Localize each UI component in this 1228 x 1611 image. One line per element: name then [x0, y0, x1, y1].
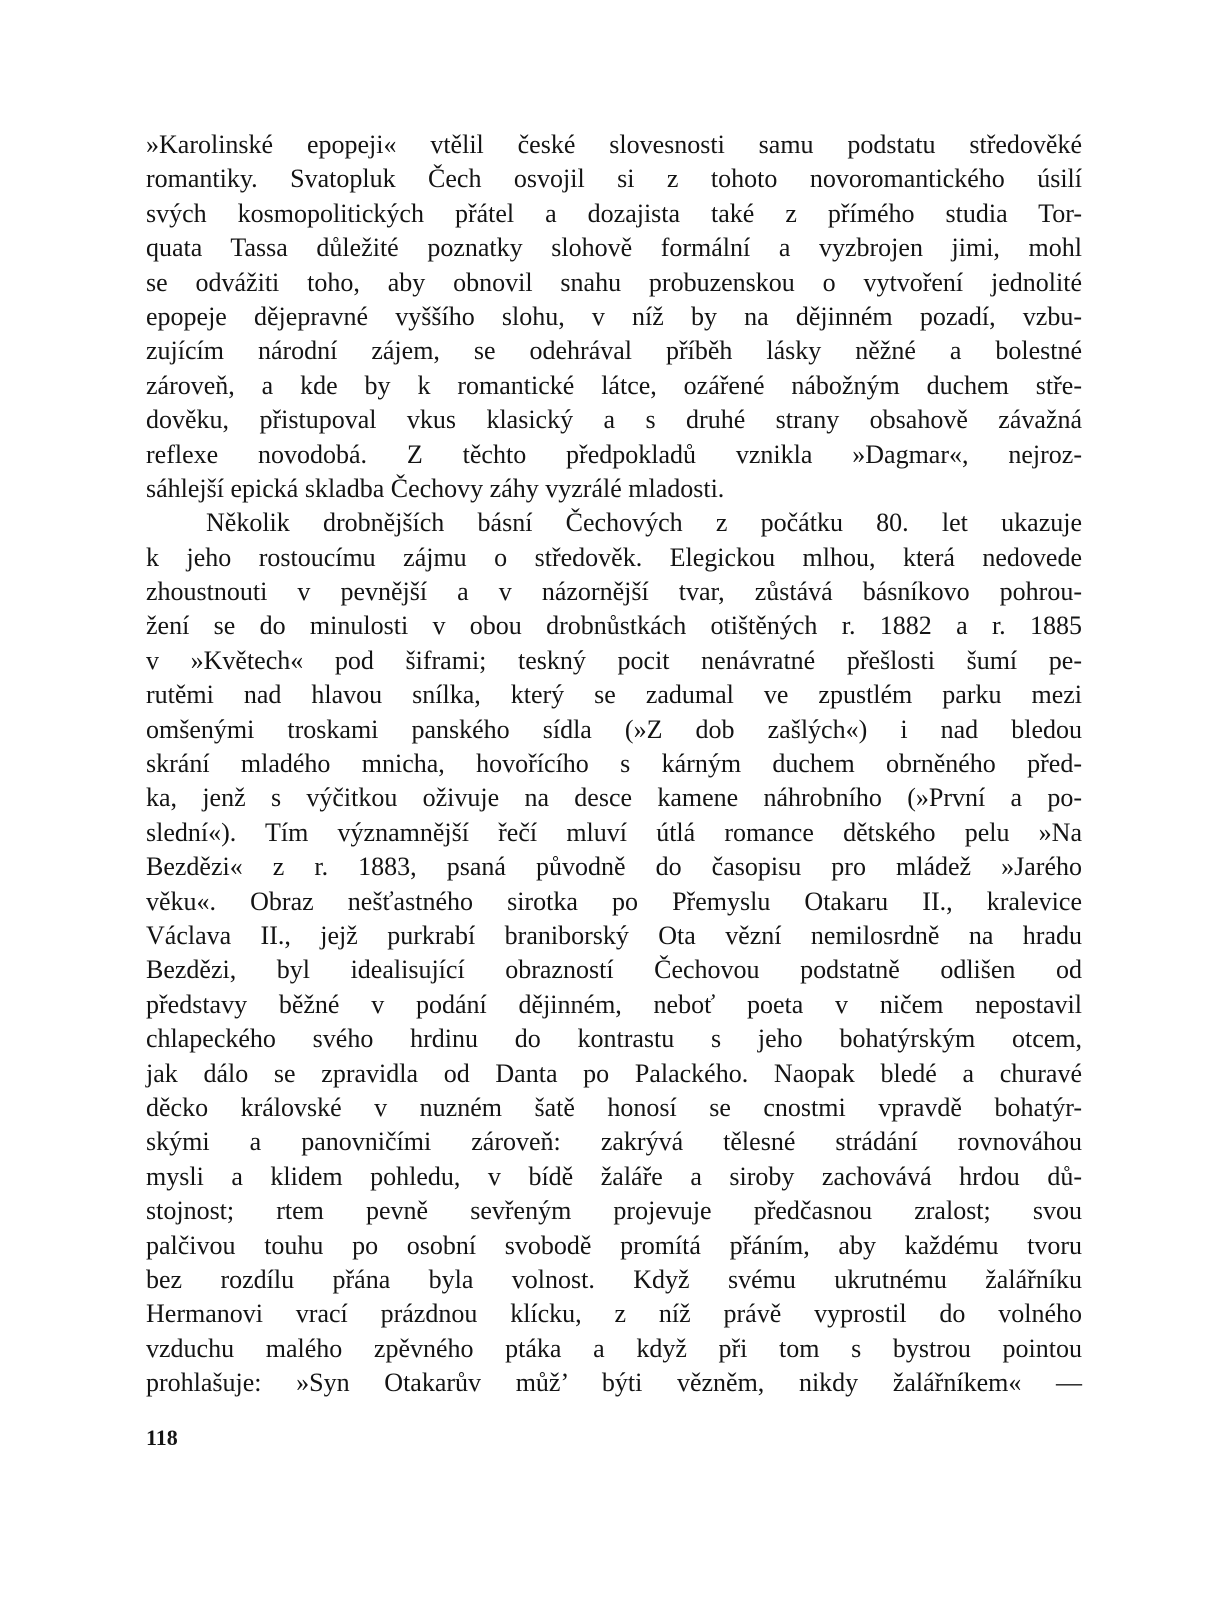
text-line: sáhlejší epická skladba Čechovy záhy vyzrálé mladosti. [146, 473, 725, 503]
text-line: Bezdězi« z r. 1883, psaná původně do časopisu pro mládež »Jarého [146, 852, 1082, 882]
text-line: palčivou touhu po osobní svobodě promítá přáním, aby každému tvoru [146, 1230, 1082, 1260]
text-line: zároveň, a kde by k romantické látce, ozářené nábožným duchem stře- [146, 370, 1082, 400]
text-line: věku«. Obraz nešťastného sirotka po Přemyslu Otakaru II., kralevice [146, 886, 1082, 916]
text-line: v »Květech« pod šiframi; teskný pocit nenávratné přešlosti šumí pe- [146, 645, 1082, 675]
text-line: představy běžné v podání dějinném, neboť poeta v ničem nepostavil [146, 989, 1082, 1019]
text-line: děcko královské v nuzném šatě honosí se cnostmi vpravdě bohatýr- [146, 1092, 1082, 1122]
text-line: žení se do minulosti v obou drobnůstkách otištěných r. 1882 a r. 1885 [146, 611, 1082, 641]
text-line: skými a panovničími zároveň: zakrývá tělesné strádání rovnováhou [146, 1127, 1082, 1157]
text-line: Několik drobnějších básní Čechových z počátku 80. let ukazuje [206, 508, 1082, 538]
text-line: ka, jenž s výčitkou oživuje na desce kamene náhrobního (»První a po- [146, 783, 1082, 813]
text-line: epopeje dějepravné vyššího slohu, v níž by na dějinném pozadí, vzbu- [146, 301, 1082, 331]
text-line: Václava II., jejž purkrabí braniborský Ota vězní nemilosrdně na hradu [146, 920, 1082, 950]
text-line: bez rozdílu přána byla volnost. Když svému ukrutnému žalářníku [146, 1264, 1082, 1294]
text-line: dověku, přistupoval vkus klasický a s druhé strany obsahově závažná [146, 405, 1082, 435]
page-body [146, 128, 1082, 1400]
text-line: mysli a klidem pohledu, v bídě žaláře a siroby zachovává hrdou dů- [146, 1161, 1082, 1191]
text-line: omšenými troskami panského sídla (»Z dob zašlých«) i nad bledou [146, 714, 1082, 744]
text-line: jak dálo se zpravidla od Danta po Palackého. Naopak bledé a churavé [146, 1058, 1082, 1088]
text-line: reflexe novodobá. Z těchto předpokladů vznikla »Dagmar«, nejroz- [146, 439, 1082, 469]
text-line: Hermanovi vrací prázdnou klícku, z níž právě vyprostil do volného [146, 1299, 1082, 1329]
text-line: quata Tassa důležité poznatky slohově formální a vyzbrojen jimi, mohl [146, 233, 1082, 263]
text-line: romantiky. Svatopluk Čech osvojil si z tohoto novoromantického úsilí [146, 164, 1082, 194]
text-line: chlapeckého svého hrdinu do kontrastu s jeho bohatýrským otcem, [146, 1024, 1082, 1054]
text-line: svých kosmopolitických přátel a dozajista také z přímého studia Tor- [146, 198, 1082, 228]
text-line: Bezdězi, byl idealisující obrazností Čechovou podstatně odlišen od [146, 955, 1082, 985]
text-line: slední«). Tím významnější řečí mluví útlá romance dětského pelu »Na [146, 817, 1082, 847]
text-line: rutěmi nad hlavou snílka, který se zadumal ve zpustlém parku mezi [146, 680, 1082, 710]
text-line: zujícím národní zájem, se odehrával příběh lásky něžné a bolestné [146, 336, 1082, 366]
text-line: vzduchu malého zpěvného ptáka a když při tom s bystrou pointou [146, 1333, 1082, 1363]
paragraph-2 [146, 506, 1082, 1400]
text-line: stojnost; rtem pevně sevřeným projevuje předčasnou zralost; svou [146, 1196, 1082, 1226]
text-line: »Karolinské epopeji« vtělil české slovesnosti samu podstatu středověké [146, 130, 1082, 159]
page-number: 118 [146, 1425, 178, 1450]
paragraph-1 [146, 128, 1082, 506]
text-line: prohlašuje: »Syn Otakarův můž’ býti vězněm, nikdy žalářníkem« — [146, 1368, 1082, 1398]
text-line: k jeho rostoucímu zájmu o středověk. Elegickou mlhou, která nedovede [146, 542, 1082, 572]
text-line: skrání mladého mnicha, hovořícího s kárným duchem obrněného před- [146, 749, 1082, 779]
text-line: se odvážiti toho, aby obnovil snahu probuzenskou o vytvoření jednolité [146, 267, 1082, 297]
text-line: zhoustnouti v pevnější a v názornější tvar, zůstává básníkovo pohrou- [146, 577, 1082, 607]
